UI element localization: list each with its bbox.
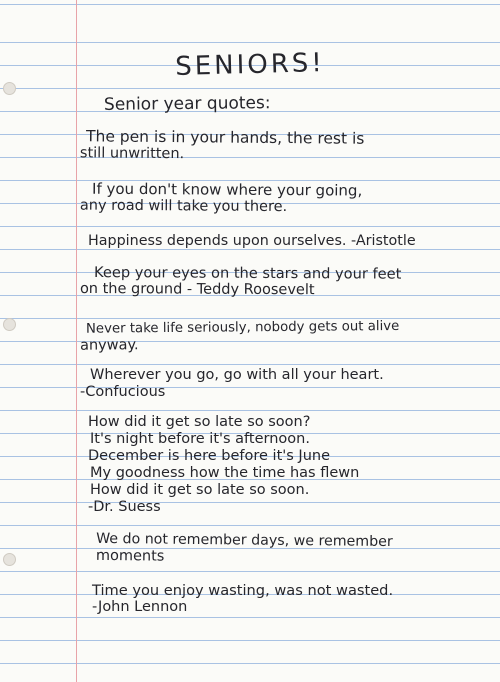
quote-line: moments: [95, 547, 165, 565]
quote-line: Keep your eyes on the stars and your feet: [94, 264, 402, 283]
quote-line: We do not remember days, we remember: [96, 530, 393, 551]
quote-line: -John Lennon: [92, 599, 188, 615]
quote-block: [80, 264, 480, 300]
quote-line: Wherever you go, go with all your heart.: [90, 367, 384, 383]
punch-hole: [3, 553, 16, 566]
quote-line: -Confucious: [80, 384, 166, 400]
quote-line: The pen is in your hands, the rest is: [86, 127, 365, 148]
quote-block: [80, 367, 480, 401]
quote-block: [80, 233, 480, 250]
punch-hole: [3, 318, 16, 331]
quote-line: How did it get so late so soon?: [88, 414, 311, 430]
page-title: SENIORS!: [174, 48, 326, 82]
quote-line: Never take life seriously, nobody gets out alive: [85, 318, 400, 337]
quote-line: How did it get so late so soon.: [90, 482, 310, 498]
quote-line: on the ground - Teddy Roosevelt: [79, 280, 315, 299]
quote-line: still unwritten.: [79, 145, 185, 163]
quote-line: If you don't know where your going,: [92, 179, 363, 200]
quote-line: December is here before it's June: [88, 448, 330, 464]
page-heading: Senior year quotes:: [103, 93, 271, 115]
quote-line: Time you enjoy wasting, was not wasted.: [92, 582, 394, 599]
margin-line: [76, 0, 77, 682]
quote-line: It's night before it's afternoon.: [90, 431, 310, 447]
quote-block: [96, 531, 496, 569]
quote-line: My goodness how the time has flewn: [90, 465, 360, 481]
quote-block: [80, 317, 480, 354]
quote-line: Happiness depends upon ourselves. -Aristotle: [88, 233, 416, 249]
quote-line: anyway.: [80, 337, 139, 354]
quote-block: [80, 181, 480, 218]
quote-block: [92, 582, 492, 616]
quote-block: [80, 128, 480, 165]
quote-block: [88, 414, 488, 516]
quote-line: -Dr. Suess: [88, 499, 161, 515]
quote-line: any road will take you there.: [79, 197, 288, 216]
